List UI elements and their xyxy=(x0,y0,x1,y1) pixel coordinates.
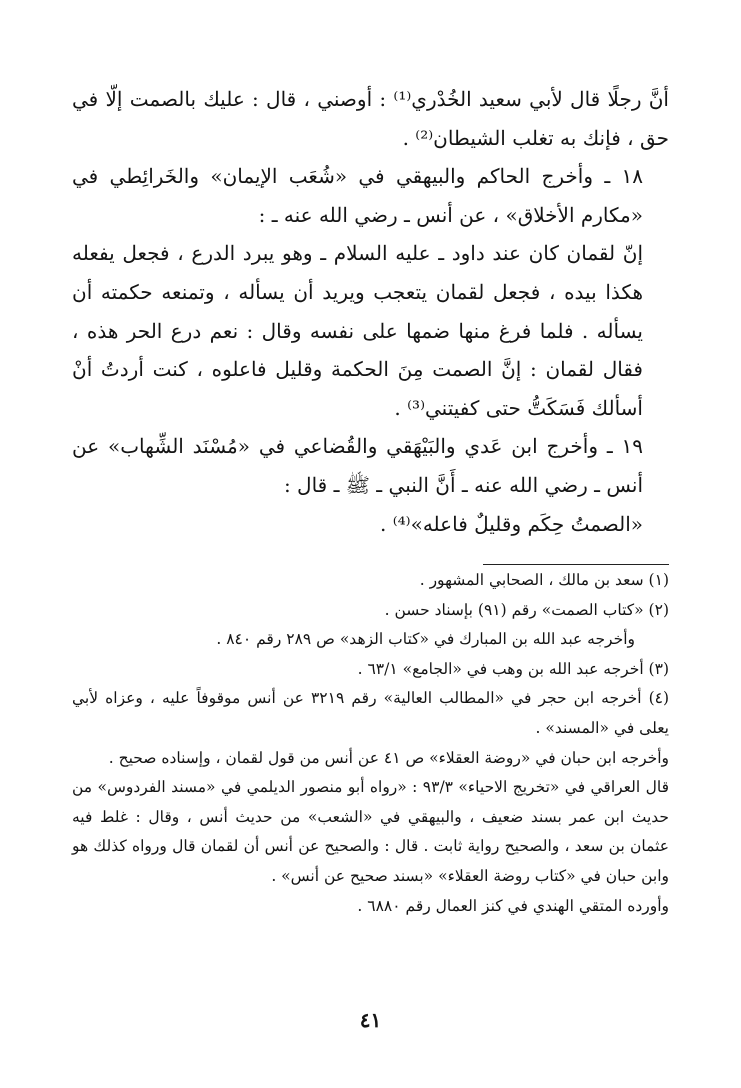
page-number: ٤١ xyxy=(359,1008,382,1032)
footnote-3: (٣) أخرجه عبد الله بن وهب في «الجامع» ٦٣/١ . xyxy=(357,659,669,678)
paragraph-18: ١٨ ـ وأخرج الحاكم والبيهقي في «شُعَب الإيمان» والخَرائِطي في «مكارم الأخلاق» ، عن أنس ـ رضي الله عنه ـ : xyxy=(72,164,643,227)
hadith-quote: «الصمتُ حِكَم وقليلٌ فاعله»⁽⁴⁾ . xyxy=(380,511,643,536)
footnote-1: (١) سعد بن مالك ، الصحابي المشهور . xyxy=(419,571,669,589)
footnotes xyxy=(72,566,669,921)
footnote-2-continuation: وأخرجه عبد الله بن المبارك في «كتاب الزهد» ص ٢٨٩ رقم ٨٤٠ . xyxy=(216,630,635,649)
footnote-4-continuation-2: قال العراقي في «تخريج الاحياء» ٩٣/٣ : «رواه أبو منصور الديلمي في «مسند الفردوس» من حديث ابن عمر بسند ضعيف ، والبيهقي في «الشعب» من حديث أنس ، وقال : غلط فيه عثمان بن سعد ، والصحيح رواية ثابت . قال : والصحيح عن أنس أن لقمان قال ورواه كذلك هو وابن حبان في «كتاب روضة العقلاء» «بسند صحيح عن أنس» . xyxy=(72,778,669,885)
footnote-4-continuation-1: وأخرجه ابن حبان في «روضة العقلاء» ص ٤١ عن أنس من قول لقمان ، وإسناده صحيح . xyxy=(108,748,669,767)
main-text xyxy=(72,80,669,543)
footnote-separator xyxy=(483,564,669,565)
footnote-4-continuation-3: وأورده المتقي الهندي في كنز العمال رقم ٦٨٨٠ . xyxy=(357,896,669,915)
footnote-2: (٢) «كتاب الصمت» رقم (٩١) بإسناد حسن . xyxy=(384,600,669,619)
paragraph-1: أنَّ رجلًا قال لأبي سعيد الخُدْري⁽¹⁾ : أوصني ، قال : عليك بالصمت إلّا في حق ، فإنك به تغلب الشيطان⁽²⁾ . xyxy=(72,87,669,150)
footnote-4: (٤) أخرجه ابن حجر في «المطالب العالية» رقم ٣٢١٩ عن أنس موقوفاً عليه ، وعزاه لأبي يعلى في «المسند» . xyxy=(72,689,670,737)
paragraph-19: ١٩ ـ وأخرج ابن عَدي والبَيْهَقي والقُضاعي في «مُسْنَد الشِّهاب» عن أنس ـ رضي الله عنه ـ أَنَّ النبي ـ ﷺ ـ قال : xyxy=(72,434,643,497)
paragraph-luqman: إنّ لقمان كان عند داود ـ عليه السلام ـ وهو يبرد الدرع ، فجعل يفعله هكذا بيده ، فجعل لقمان يتعجب ويريد أن يسأله ، وتمنعه حكمته أن يسأله . فلما فرغ منها ضمها على نفسه وقال : نعم درع الحر هذه ، فقال لقمان : إنَّ الصمت مِنَ الحكمة وقليل فاعلوه ، كنت أردتُ أنْ أسألك فَسَكَتُّ حتى كفيتني⁽³⁾ . xyxy=(72,241,643,420)
